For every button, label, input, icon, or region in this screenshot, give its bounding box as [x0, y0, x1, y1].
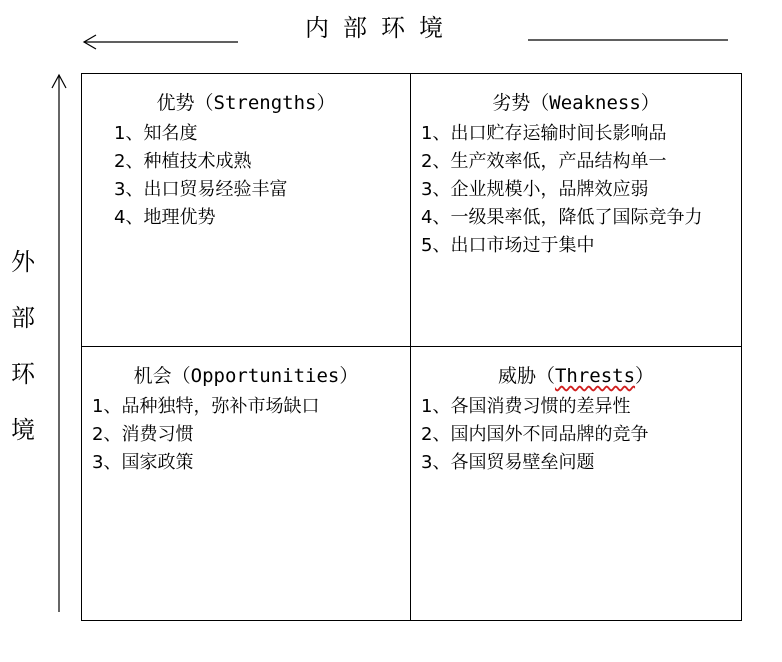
internal-environment-title: 内部环境: [305, 14, 457, 42]
list-item: 4、地理优势: [114, 207, 216, 228]
strengths-list: [82, 120, 410, 232]
external-char-2: 部: [11, 304, 35, 332]
weakness-heading: [411, 88, 741, 120]
swot-grid: [81, 73, 742, 621]
strengths-quadrant: [82, 74, 411, 347]
strengths-title-cn: 优势: [156, 92, 195, 114]
list-item: 4、一级果率低，降低了国际竞争力: [421, 207, 703, 228]
list-item: 1、各国消费习惯的差异性: [421, 396, 631, 417]
threats-quadrant: [411, 347, 741, 620]
opportunities-quadrant: [82, 347, 411, 620]
threats-title-close: ）: [635, 365, 655, 387]
strengths-title-en: （Strengths）: [194, 92, 336, 114]
list-item: 5、出口市场过于集中: [421, 235, 595, 256]
weakness-list: [411, 120, 741, 260]
external-char-3: 环: [11, 360, 35, 388]
threats-heading: [411, 361, 741, 393]
opportunities-list: [82, 393, 410, 477]
threats-title-word: Thrests: [554, 365, 636, 387]
weakness-quadrant: [411, 74, 741, 347]
list-item: 2、生产效率低，产品结构单一: [421, 151, 667, 172]
opportunities-title-en: （Opportunities）: [171, 365, 359, 387]
external-char-1: 外: [11, 248, 35, 276]
strengths-heading: [82, 88, 410, 120]
list-item: 1、知名度: [114, 123, 198, 144]
external-char-4: 境: [11, 416, 35, 444]
list-item: 3、企业规模小，品牌效应弱: [421, 179, 649, 200]
opportunities-title-cn: 机会: [133, 365, 172, 387]
weakness-title-en: （Weakness）: [530, 92, 660, 114]
weakness-title-cn: 劣势: [492, 92, 531, 114]
external-environment-title: [10, 234, 36, 458]
threats-list: [411, 393, 741, 477]
list-item: 2、种植技术成熟: [114, 151, 252, 172]
list-item: 1、品种独特，弥补市场缺口: [92, 396, 320, 417]
threats-title-cn: 威胁: [497, 365, 536, 387]
threats-title-open: （: [535, 365, 555, 387]
list-item: 3、出口贸易经验丰富: [114, 179, 288, 200]
list-item: 3、各国贸易壁垒问题: [421, 452, 595, 473]
opportunities-heading: [82, 361, 410, 393]
list-item: 2、国内国外不同品牌的竞争: [421, 424, 649, 445]
list-item: 3、国家政策: [92, 452, 194, 473]
list-item: 2、消费习惯: [92, 424, 194, 445]
list-item: 1、出口贮存运输时间长影响品: [421, 123, 667, 144]
